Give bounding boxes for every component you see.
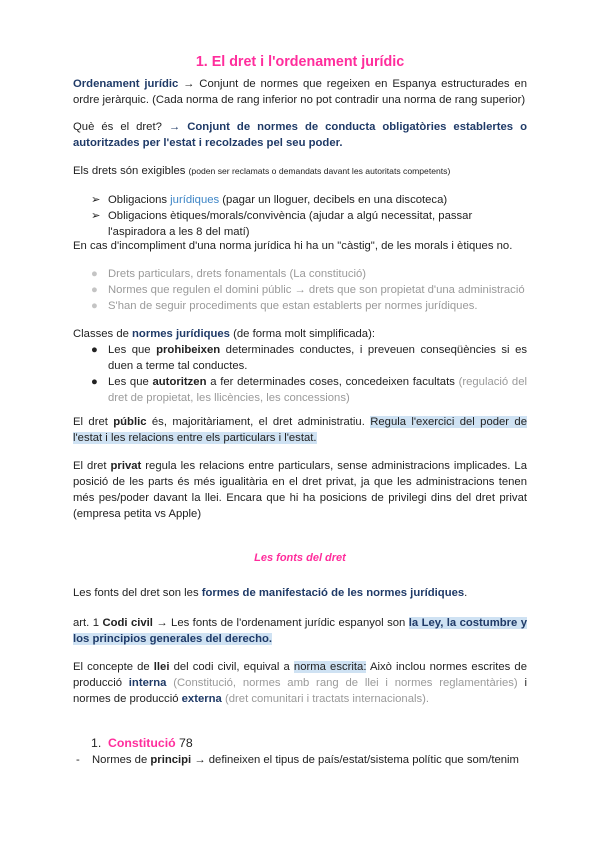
list-item (108, 208, 528, 240)
paragraph-text: és, majoritàriament, el dret administratiu. (146, 416, 371, 428)
list-item (108, 342, 527, 374)
term-formes: formes de manifestació de les normes jurídiques (201, 587, 465, 599)
paragraph-ordenament (73, 76, 527, 108)
paragraph-text: Classes de (73, 328, 133, 340)
paragraph-exigibles (73, 163, 533, 179)
grey-note: (regulació del dret de propietat, les llicències, les concessions) (108, 376, 527, 404)
list-item-text: (pagar un lloguer, decibels en una discoteca) (219, 194, 448, 206)
bold-term: privat (110, 460, 142, 472)
arrow-glyph: → (178, 78, 200, 90)
paragraph-text: regula les relacions entre particulars, sense administracions implicades. La posició de les parts és més igualitària en el dret privat, ja que les administracions tenen més pes/poder davant la llei. Encara que hi ha posicions de privilegi dins del dret privat (empresa petita vs Apple) (73, 460, 528, 520)
bullet-icon: ● (91, 300, 98, 312)
term-externa: externa (181, 693, 222, 705)
grey-note: (dret comunitari i tractats internacionals). (221, 693, 430, 705)
paragraph-incompliment: En cas d'incompliment d'una norma jurídica hi ha un "càstig", de les morals i ètiques no. (73, 240, 513, 252)
bullet-icon: ● (91, 268, 98, 280)
paragraph-fonts (73, 585, 533, 601)
arrow-bullet-icon: ➢ (91, 210, 101, 222)
paragraph-text: El concepte de (73, 661, 154, 673)
paragraph-text: art. 1 (73, 617, 103, 629)
section-subtitle: Les fonts del dret (254, 552, 346, 564)
bold-term: autoritzen (152, 376, 207, 388)
bold-term: Codi civil (102, 617, 153, 629)
paragraph-text: El dret (73, 416, 114, 428)
list-item-text: Les que (108, 376, 153, 388)
paragraph-llei (73, 659, 527, 707)
list-item: S'han de seguir procediments que estan establerts per normes jurídiques. (108, 300, 478, 312)
list-item-text: determinades conductes, i preveuen conseqüències si es duen a terme tal conductes. (108, 344, 527, 372)
paragraph-text: Això inclou normes escrites de producció (73, 661, 527, 689)
list-item-text: → defineixen el tipus de país/estat/sistema polític que som/tenim (191, 754, 519, 766)
list-item-text: a fer determinades coses, concedeixen facultats (206, 376, 459, 388)
term-constitucio: Constitució (108, 736, 176, 750)
highlighted-text: norma escrita: (293, 661, 367, 673)
arrow-glyph: → (168, 121, 188, 133)
highlighted-text: Regula l'exercici del poder de l'estat i les relacions entre els particulars i l'estat. (73, 416, 527, 444)
page-title: 1. El dret i l'ordenament jurídic (195, 54, 405, 70)
paragraph-text: (de forma molt simplificada): (229, 328, 375, 340)
bullet-icon: ● (91, 376, 98, 388)
dash-marker: - (76, 754, 80, 766)
arrow-bullet-icon: ➢ (91, 194, 101, 206)
bold-term: principi (150, 754, 192, 766)
paragraph-dret-privat (73, 458, 527, 522)
paragraph-text: Els drets són exigibles (73, 165, 189, 177)
colored-term: jurídiques (170, 194, 220, 206)
paragraph-text: Les fonts del dret son les (73, 587, 202, 599)
paragraph-text: Conjunt de normes que regeixen en Espanya estructurades en ordre jeràrquic. (Cada norma de rang inferior no pot contradir una norma de rang superior) (73, 78, 527, 106)
list-item (108, 374, 527, 406)
bold-term: públic (113, 416, 147, 428)
dash-item (92, 752, 532, 768)
list-item: Drets particulars, drets fonamentals (La constitució) (108, 268, 367, 280)
paragraph-text: i normes de producció (73, 677, 527, 705)
paragraph-classes (73, 326, 533, 342)
numbered-item (108, 735, 508, 751)
paragraph-text: del codi civil, equival a (169, 661, 294, 673)
bold-term: prohibeixen (156, 344, 221, 356)
list-item-text: Obligacions (108, 194, 171, 206)
paragraph-text: El dret (73, 460, 111, 472)
term-normes-juridiques: normes jurídiques (132, 328, 230, 340)
list-item: Normes que regulen el domini públic → drets que son propietat d'una administració (108, 284, 525, 296)
paragraph-codi-civil (73, 615, 527, 647)
term-ordenament: Ordenament jurídic (73, 78, 179, 90)
term-interna: interna (128, 677, 167, 689)
list-item-text: Les que (108, 344, 157, 356)
paragraph-note: (poden ser reclamats o demandats davant les autoritats competents) (188, 166, 451, 176)
grey-note: (Constitució, normes amb rang de llei i normes reglamentàries) (166, 677, 518, 689)
list-item-text: 78 (175, 736, 193, 750)
paragraph-que-es-dret (73, 119, 527, 151)
bullet-icon: ● (91, 344, 98, 356)
paragraph-text: → Les fonts de l'ordenament jurídic espanyol son (152, 617, 409, 629)
numbered-item-marker: 1. (91, 736, 102, 750)
highlighted-text: la Ley, la costumbre y los principios generales del derecho. (73, 617, 528, 645)
answer-text: Conjunt de normes de conducta obligatòries establertes o autoritzades per l'estat i recolzades pel seu poder. (73, 121, 527, 149)
paragraph-dret-public (73, 414, 527, 446)
bold-term: llei (153, 661, 170, 673)
paragraph-text: . (464, 587, 468, 599)
list-item-text: Obligacions ètiques/morals/convivència (ajudar a algú necessitat, passar l'aspiradora a les 8 del matí) (108, 210, 473, 238)
question-text: Què és el dret? (73, 121, 169, 133)
bullet-icon: ● (91, 284, 98, 296)
list-item-text: Normes de (92, 754, 151, 766)
list-item (108, 192, 528, 208)
